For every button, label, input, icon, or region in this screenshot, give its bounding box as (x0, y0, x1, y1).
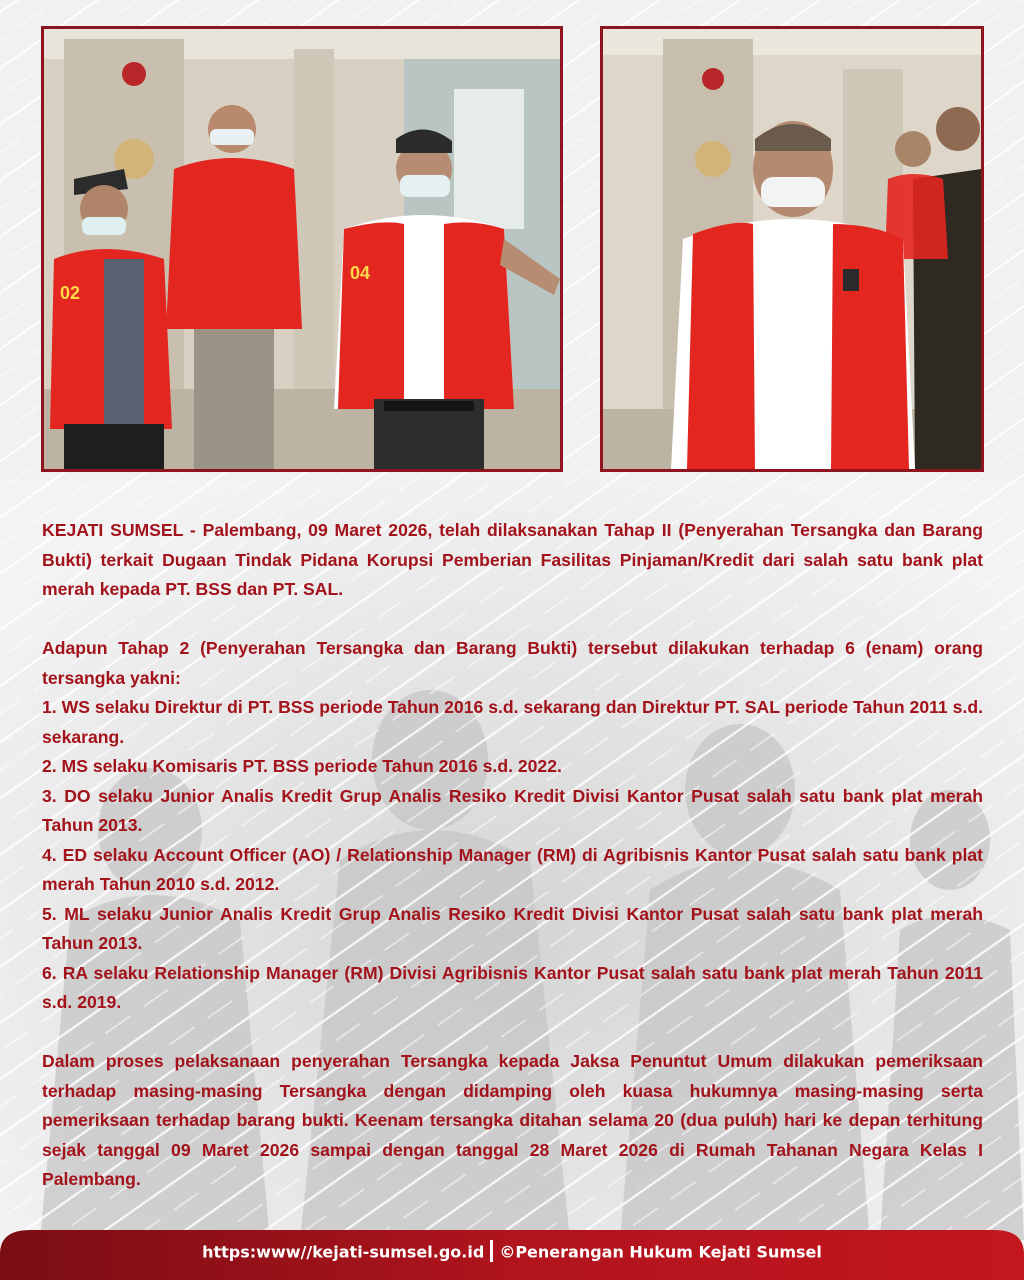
paragraph-spacer (42, 1018, 983, 1048)
suspect-item: 5. ML selaku Junior Analis Kredit Grup Analis Resiko Kredit Divisi Kantor Pusat salah satu bank plat merah Tahun 2013. (42, 903, 983, 953)
suspect-item: 3. DO selaku Junior Analis Kredit Grup Analis Resiko Kredit Divisi Kantor Pusat salah satu bank plat merah Tahun 2013. (42, 785, 983, 835)
single-photo-illustration (603, 29, 981, 469)
paragraph-spacer (42, 605, 983, 635)
suspects-intro-paragraph: Adapun Tahap 2 (Penyerahan Tersangka dan Barang Bukti) tersebut dilakukan terhadap 6 (enam) orang tersangka yakni: (42, 638, 983, 688)
footer-text (0, 1242, 1024, 1264)
press-release-body (42, 516, 983, 1195)
suspect-item: 4. ED selaku Account Officer (AO) / Relationship Manager (RM) di Agribisnis Kantor Pusat salah satu bank plat merah Tahun 2010 s.d. 2012. (42, 844, 983, 894)
suspect-item: 6. RA selaku Relationship Manager (RM) Divisi Agribisnis Kantor Pusat salah satu bank plat merah Tahun 2011 s.d. 2019. (42, 962, 983, 1012)
vest-number-02: 02 (60, 283, 81, 303)
photo-suspects-group (41, 26, 563, 472)
footer-divider (490, 1240, 493, 1262)
suspects-list (42, 693, 983, 1018)
copyright-credit: ©Penerangan Hukum Kejati Sumsel (499, 1242, 822, 1262)
closing-paragraph: Dalam proses pelaksanaan penyerahan Tersangka kepada Jaksa Penuntut Umum dilakukan pemeriksaan terhadap masing-masing Tersangka dengan didamping oleh kuasa hukumnya masing-masing serta pemeriksaan terhadap barang bukti. Keenam tersangka ditahan selama 20 (dua puluh) hari ke depan terhitung sejak tanggal 09 Maret 2026 sampai dengan tanggal 28 Maret 2026 di Rumah Tahanan Negara Kelas I Palembang. (42, 1051, 983, 1189)
intro-paragraph: KEJATI SUMSEL - Palembang, 09 Maret 2026, telah dilaksanakan Tahap II (Penyerahan Tersangka dan Barang Bukti) terkait Dugaan Tindak Pidana Korupsi Pemberian Fasilitas Pinjaman/Kredit dari salah satu bank plat merah kepada PT. BSS dan PT. SAL. (42, 520, 983, 599)
suspect-item: 1. WS selaku Direktur di PT. BSS periode Tahun 2016 s.d. sekarang dan Direktur PT. SAL periode Tahun 2011 s.d. sekarang. (42, 697, 983, 747)
suspect-item: 2. MS selaku Komisaris PT. BSS periode Tahun 2016 s.d. 2022. (42, 756, 562, 776)
vest-number-04: 04 (350, 263, 371, 283)
website-link[interactable]: https:www//kejati-sumsel.go.id (202, 1242, 485, 1262)
photo-suspect-single (600, 26, 984, 472)
footer-bar (0, 1224, 1024, 1280)
group-photo-illustration (44, 29, 560, 469)
